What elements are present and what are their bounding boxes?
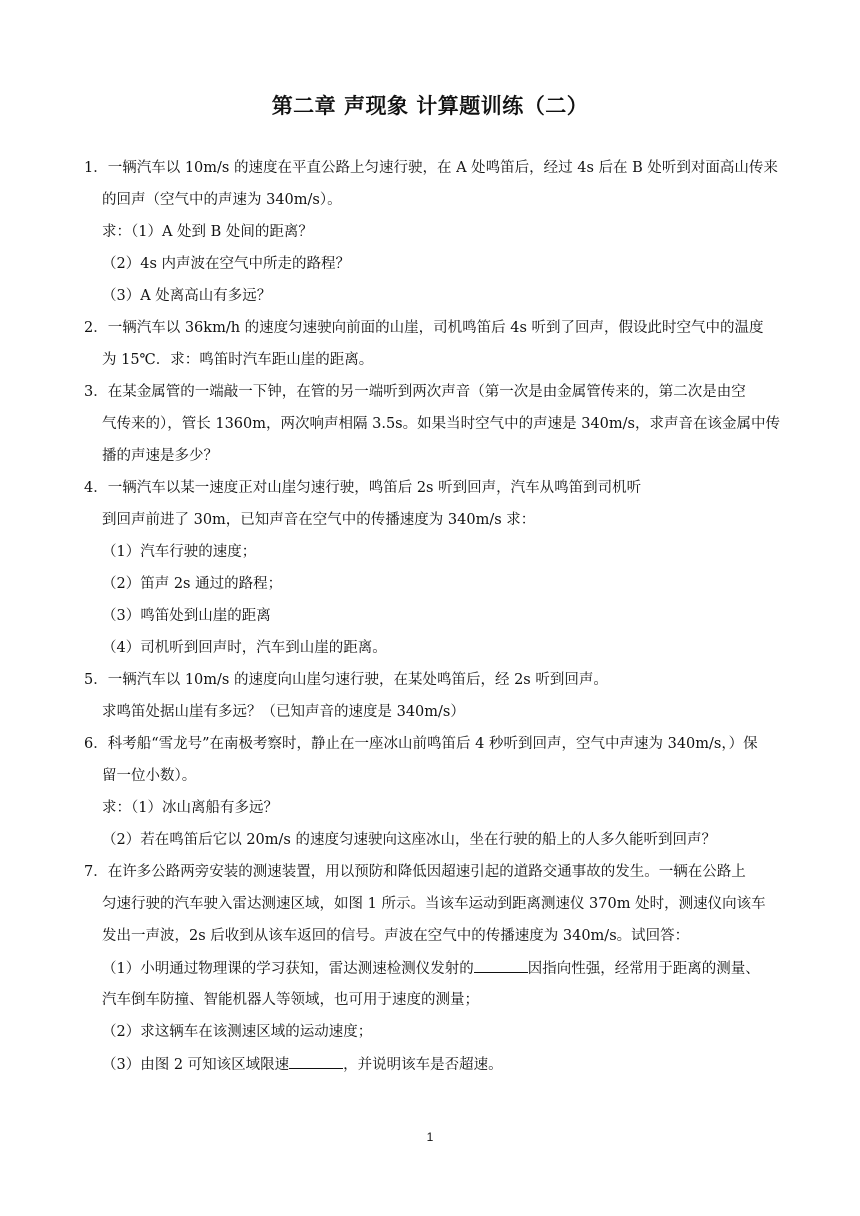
problem-3-line-1: 3．在某金属管的一端敲一下钟，在管的另一端听到两次声音（第一次是由金属管传来的，第二次是由空 — [84, 384, 746, 400]
problem-1-line-5: （3）A 处离高山有多远？ — [102, 288, 272, 304]
problem-4-line-6: （4）司机听到回声时，汽车到山崖的距离。 — [102, 640, 387, 656]
problem-7-line-5: 汽车倒车防撞、智能机器人等领域，也可用于速度的测量； — [102, 992, 479, 1008]
answer-blank — [289, 1054, 343, 1069]
problem-2-line-2: 为 15℃．求：鸣笛时汽车距山崖的距离。 — [102, 352, 374, 368]
problem-4-line-3: （1）汽车行驶的速度； — [102, 544, 257, 560]
problem-2-line-1: 2．一辆汽车以 36km/h 的速度匀速驶向前面的山崖，司机鸣笛后 4s 听到了回声，假设此时空气中的温度 — [84, 320, 764, 336]
problem-4-line-5: （3）鸣笛处到山崖的距离 — [102, 608, 271, 624]
problem-5-line-2: 求鸣笛处据山崖有多远？（已知声音的速度是 340m/s） — [102, 704, 465, 720]
problem-7-line-4-text-b: 因指向性强，经常用于距离的测量、 — [527, 961, 760, 977]
problem-7-line-4-text-a: （1）小明通过物理课的学习获知，雷达测速检测仪发射的 — [102, 961, 474, 977]
problem-7-line-7-text-a: （3）由图 2 可知该区域限速 — [102, 1057, 290, 1073]
problem-7-line-1: 7．在许多公路两旁安装的测速装置，用以预防和降低因超速引起的道路交通事故的发生。一辆在公路上 — [84, 864, 746, 880]
problem-1-line-2: 的回声（空气中的声速为 340m/s）。 — [102, 192, 342, 208]
problem-7-line-6: （2）求这辆车在该测速区域的运动速度； — [102, 1024, 373, 1040]
problem-6-line-4: （2）若在鸣笛后它以 20m/s 的速度匀速驶向这座冰山，坐在行驶的船上的人多久能听到回声？ — [102, 832, 716, 848]
answer-blank — [474, 958, 528, 973]
problem-7-line-7-text-b: ，并说明该车是否超速。 — [343, 1057, 503, 1073]
problem-3-line-2: 气传来的），管长 1360m，两次响声相隔 3.5s。如果当时空气中的声速是 340m/s，求声音在该金属中传 — [102, 416, 780, 432]
problem-6-line-1: 6．科考船“雪龙号”在南极考察时，静止在一座冰山前鸣笛后 4 秒听到回声，空气中声速为 340m/s，）保 — [84, 736, 758, 752]
problem-7-line-4 — [102, 958, 760, 979]
problem-4-line-1: 4．一辆汽车以某一速度正对山崖匀速行驶，鸣笛后 2s 听到回声，汽车从鸣笛到司机听 — [84, 480, 642, 496]
problem-5-line-1: 5．一辆汽车以 10m/s 的速度向山崖匀速行驶，在某处鸣笛后，经 2s 听到回声。 — [84, 672, 608, 688]
problem-4-line-4: （2）笛声 2s 通过的路程； — [102, 576, 283, 592]
problem-7-line-2: 匀速行驶的汽车驶入雷达测速区域，如图 1 所示。当该车运动到距离测速仪 370m 处时，测速仪向该车 — [102, 896, 766, 912]
problem-7-line-7 — [102, 1054, 503, 1075]
page-title: 第二章 声现象 计算题训练（二） — [271, 94, 589, 118]
problem-4-line-2: 到回声前进了 30m，已知声音在空气中的传播速度为 340m/s 求： — [102, 512, 536, 528]
problem-6-line-3: 求：（1）冰山离船有多远？ — [102, 800, 278, 816]
problem-3-line-3: 播的声速是多少？ — [102, 448, 218, 464]
page-number: 1 — [426, 1130, 434, 1144]
problem-7-line-3: 发出一声波，2s 后收到从该车返回的信号。声波在空气中的传播速度为 340m/s。试回答： — [102, 928, 690, 944]
problem-6-line-2: 留一位小数）。 — [102, 768, 197, 784]
problem-1-line-4: （2）4s 内声波在空气中所走的路程？ — [102, 256, 350, 272]
problem-1-line-1: 1．一辆汽车以 10m/s 的速度在平直公路上匀速行驶，在 A 处鸣笛后，经过 4s 后在 B 处听到对面高山传来 — [84, 160, 778, 176]
problem-1-line-3: 求：（1）A 处到 B 处间的距离？ — [102, 224, 313, 240]
